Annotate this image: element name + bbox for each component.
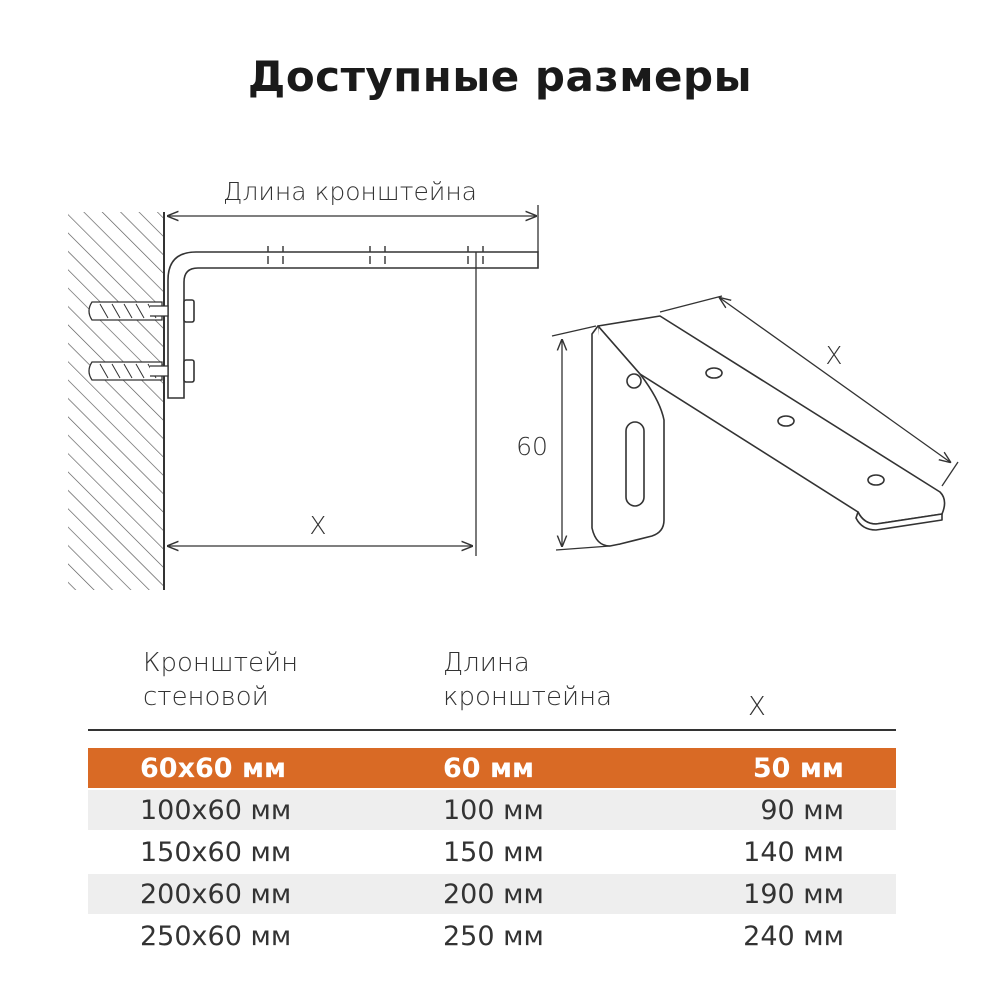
cell-x: 90 мм (760, 795, 844, 826)
cell-size: 150x60 мм (140, 837, 292, 868)
cell-x: 240 мм (743, 921, 844, 952)
table-row (88, 916, 896, 956)
table-header-rule (88, 729, 896, 731)
wall-anchor-top (89, 302, 168, 320)
header-bracket-length (443, 646, 612, 714)
table-row (88, 874, 896, 914)
header-bracket-type (143, 646, 298, 714)
table-row-highlighted (88, 748, 896, 788)
bracket-perspective-view (592, 316, 945, 546)
cell-x: 140 мм (743, 837, 844, 868)
cell-length: 60 мм (443, 753, 535, 784)
cell-length: 200 мм (443, 879, 544, 910)
x-label-right: X (825, 341, 843, 370)
length-label: Длина кронштейна (223, 177, 477, 206)
header-x: X (748, 692, 766, 722)
cell-x: 50 мм (752, 753, 844, 784)
cell-length: 150 мм (443, 837, 544, 868)
wall-anchor-bottom (89, 362, 168, 380)
header-bracket-type-line2: стеновой (143, 682, 269, 712)
cell-size: 100x60 мм (140, 795, 292, 826)
header-bracket-type-line1: Кронштейн (143, 648, 299, 678)
x-label-left: X (309, 511, 327, 540)
cell-size: 200x60 мм (140, 879, 292, 910)
cell-size: 60x60 мм (140, 753, 287, 784)
length-dimension (168, 205, 538, 252)
header-bracket-length-line1: Длина (443, 648, 530, 678)
wall (68, 212, 164, 590)
height-label: 60 (516, 432, 548, 461)
page-title: Доступные размеры (247, 52, 753, 101)
cell-x: 190 мм (743, 879, 844, 910)
table-row (88, 790, 896, 830)
header-bracket-length-line2: кронштейна (443, 682, 612, 712)
cell-length: 250 мм (443, 921, 544, 952)
bracket-side-view (168, 246, 538, 398)
cell-size: 250x60 мм (140, 921, 292, 952)
cell-length: 100 мм (443, 795, 544, 826)
table-row (88, 832, 896, 872)
